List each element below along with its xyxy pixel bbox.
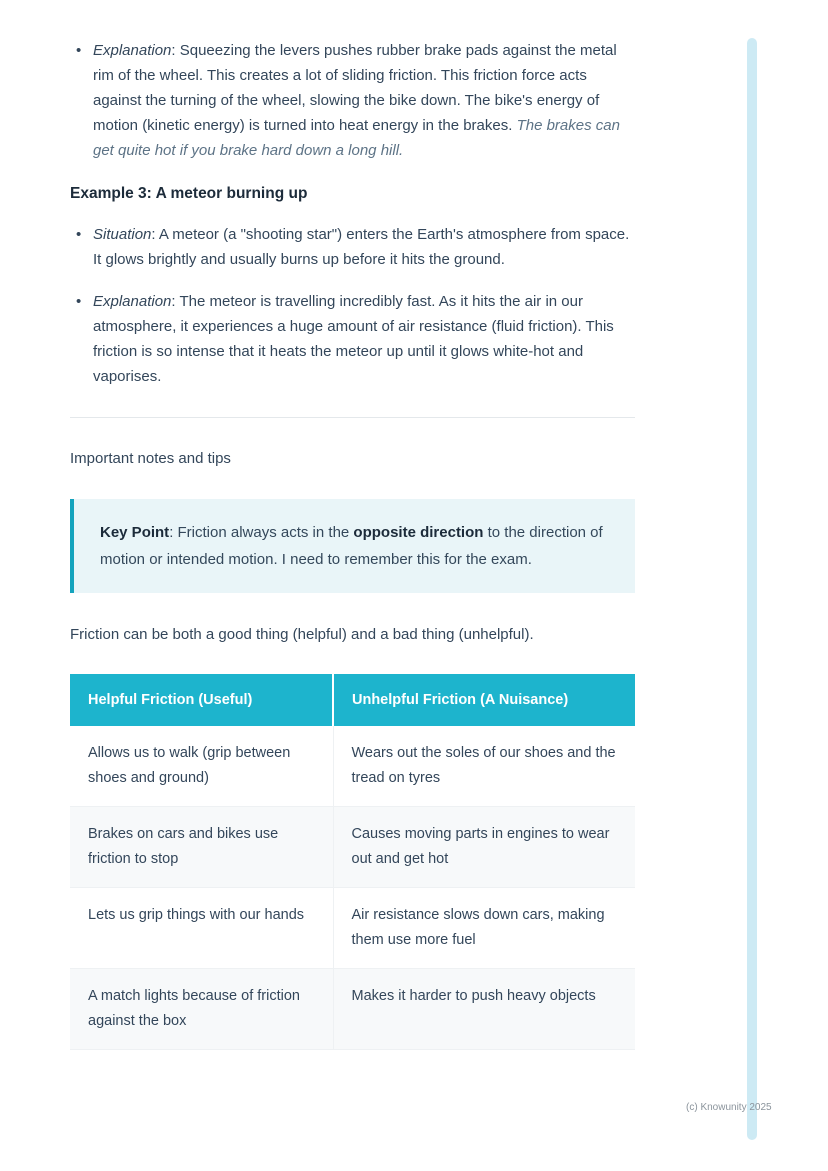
section-divider: [70, 417, 635, 418]
table-header-row: [70, 674, 635, 726]
explanation-label-meteor: Explanation: [93, 293, 172, 310]
header-helpful-friction: Helpful Friction (Useful): [70, 674, 333, 726]
bullet-explanation-meteor: [70, 289, 635, 389]
friction-table-head: [70, 674, 635, 726]
situation-label: Situation: [93, 226, 152, 243]
situation-text: : A meteor (a "shooting star") enters the Earth's atmosphere from space. It glows brightly and usually burns up before it hits the ground.: [93, 226, 630, 268]
brakes-hot-note: The brakes can get quite hot if you brake hard down a long hill.: [93, 117, 620, 159]
explanation-text-meteor: : The meteor is travelling incredibly fast. As it hits the air in our atmosphere, it experiences a huge amount of air resistance (fluid friction). This friction is so intense that it heats the meteor up until it glows white-hot and vaporises.: [93, 293, 614, 385]
bullet-list-meteor: [70, 222, 635, 389]
table-row: [70, 726, 635, 807]
opposite-direction-bold: opposite direction: [353, 524, 484, 541]
table-cell: Wears out the soles of our shoes and the tread on tyres: [333, 726, 635, 807]
table-cell: Causes moving parts in engines to wear out and get hot: [333, 807, 635, 888]
section-title-notes: Important notes and tips: [70, 450, 231, 467]
key-point-text: [100, 519, 609, 573]
copyright-notice: (c) Knowunity 2025: [686, 1102, 772, 1113]
friction-intro-text: Friction can be both a good thing (helpful) and a bad thing (unhelpful).: [70, 626, 534, 643]
table-cell: Lets us grip things with our hands: [70, 888, 333, 969]
table-cell: Air resistance slows down cars, making them use more fuel: [333, 888, 635, 969]
scrollbar-thumb[interactable]: [747, 38, 757, 1140]
table-cell: Makes it harder to push heavy objects: [333, 969, 635, 1050]
key-point-callout: [70, 499, 635, 593]
table-row: [70, 888, 635, 969]
bullet-situation-meteor: [70, 222, 635, 272]
friction-table-body: [70, 726, 635, 1050]
bullet-explanation-brakes: [70, 38, 635, 163]
key-point-run1: : Friction always acts in the: [169, 524, 354, 541]
key-point-run2: to the direction of motion or intended motion. I need to remember this for the exam.: [100, 524, 603, 568]
table-row: [70, 969, 635, 1050]
heading-example-3: Example 3: A meteor burning up: [70, 185, 308, 202]
header-unhelpful-friction: Unhelpful Friction (A Nuisance): [333, 674, 635, 726]
document-content: [70, 38, 635, 1050]
table-cell: Allows us to walk (grip between shoes and ground): [70, 726, 333, 807]
key-point-bold: Key Point: [100, 524, 170, 541]
bullet-list-brakes: [70, 38, 635, 163]
table-cell: A match lights because of friction against the box: [70, 969, 333, 1050]
explanation-text: : Squeezing the levers pushes rubber brake pads against the metal rim of the wheel. This creates a lot of sliding friction. This friction force acts against the turning of the wheel, slowing the bike down. The bike's energy of motion (kinetic energy) is turned into heat energy in the brakes.: [93, 42, 617, 134]
friction-table: [70, 674, 635, 1050]
table-cell: Brakes on cars and bikes use friction to stop: [70, 807, 333, 888]
explanation-label: Explanation: [93, 42, 172, 59]
table-row: [70, 807, 635, 888]
